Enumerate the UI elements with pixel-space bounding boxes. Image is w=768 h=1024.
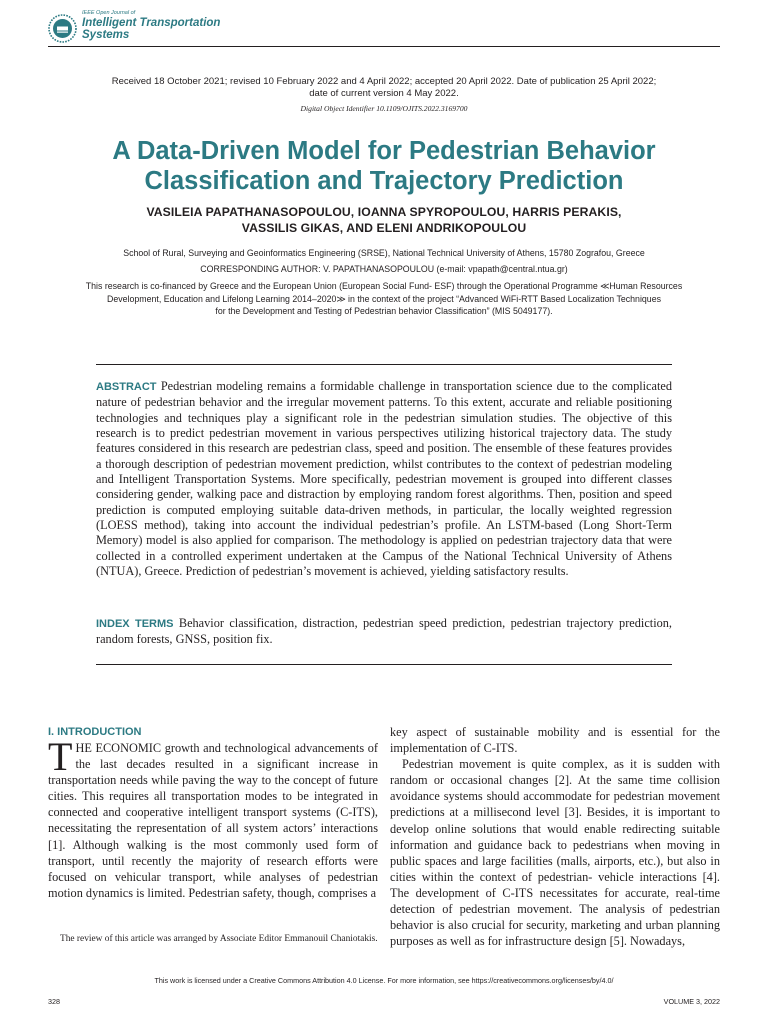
- title-line2: Classification and Trajectory Prediction: [144, 167, 624, 195]
- corresponding-author: CORRESPONDING AUTHOR: V. PAPATHANASOPOULOU (e-mail: vpapath@central.ntua.gr): [200, 264, 568, 274]
- col2-paragraph-1: key aspect of sustainable mobility and is essential for the implementation of C-ITS.: [390, 725, 720, 756]
- journal-prefix: IEEE Open Journal of: [82, 10, 136, 16]
- header-rule: [48, 46, 720, 47]
- received-line1: Received 18 October 2021; revised 10 February 2022 and 4 April 2022; accepted 20 April 2022. Date of publication 25 April 2022;: [111, 76, 657, 87]
- index-terms-text: Behavior classification, distraction, pedestrian speed prediction, pedestrian trajectory prediction, random forests, GNSS, position fix.: [96, 616, 672, 647]
- license-note: This work is licensed under a Creative Commons Attribution 4.0 License. For more information, see https://creativecommons.org/licenses/by/4.0/: [154, 976, 614, 985]
- intro-paragraph-text: HE ECONOMIC growth and technological advancements of the last decades resulted in a significant increase in transportation needs while paving the way to the concept of future cities. This requires all transportation modes to be integrated in connected and cooperative intelligent transport systems (C-ITS), necessitating the representation of all system actors’ interactions [1]. Although walking is the most commonly used form of transport, until recently the majority of research efforts were focused on vehicular transport, while analyses of pedestrian motion dynamics is limited. Pedestrian safety, though, comprises a: [48, 741, 378, 900]
- title-line1: A Data-Driven Model for Pedestrian Behavior: [112, 137, 656, 165]
- funding-line2: Development, Education and Lifelong Learning 2014–2020≫ in the context of the project “Advanced WiFi-RTT Based Localization Techniques: [107, 293, 661, 304]
- body-column-left: [48, 724, 378, 901]
- journal-title-line2: Systems: [82, 28, 130, 41]
- authors-line2: VASSILIS GIKAS, AND ELENI ANDRIKOPOULOU: [241, 221, 527, 235]
- abstract-bottom-rule: [96, 664, 672, 665]
- abstract: [96, 379, 672, 579]
- received-dates: [48, 76, 720, 100]
- section-heading: I. INTRODUCTION: [48, 726, 142, 738]
- abstract-text: Pedestrian modeling remains a formidable challenge in transportation science due to the complicated nature of pedestrian behavior and the irregular movement patterns. To this extent, accurate and reliable positioning technologies and techniques play a significant role in the pedestrian simulation studies. The objective of this research is to predict pedestrian movement in various perspectives utilizing historical trajectory data. The study features considered in this research are pedestrian class, speed and position. The ensemble of these features provides a thorough description of pedestrian movement prediction, whilst contributes to the context of pedestrian modeling and Intelligent Transportation Systems. More specifically, pedestrian movement is grouped into different classes considering gender, walking pace and distraction by employing random forest algorithms. Then, position and speed prediction is computed employing suitable data-driven methods, in particular, the locally weighted regression (LOESS method), taking into account the individual pedestrian’s profile. An LSTM-based (Long Short-Term Memory) model is also applied for comparison. The methodology is applied on pedestrian trajectory data that were collected in a controlled experiment undertaken at the Campus of the National Technical University of Athens (NTUA), Greece. Prediction of pedestrian’s movement is achieved, yielding satisfactory results.: [96, 379, 672, 579]
- doi: Digital Object Identifier 10.1109/OJITS.2022.3169700: [300, 104, 468, 113]
- index-terms-label: INDEX TERMS: [96, 618, 174, 630]
- affiliation: School of Rural, Surveying and Geoinformatics Engineering (SRSE), National Technical University of Athens, 15780 Zografou, Greece: [123, 248, 645, 258]
- authors: [48, 204, 720, 236]
- journal-name: [82, 11, 220, 41]
- drop-cap: T: [48, 734, 73, 779]
- editor-footnote: The review of this article was arranged by Associate Editor Emmanouil Chaniotakis.: [60, 934, 378, 944]
- paper-title: [48, 136, 720, 196]
- index-terms: [96, 616, 672, 648]
- funding-line3: for the Development and Testing of Pedestrian behavior Classification” (MIS 5049177).: [215, 306, 553, 316]
- col2-paragraph-2: Pedestrian movement is quite complex, as it is sudden with random or occasional changes [2]. At the same time collision avoidance systems should accommodate for pedestrian movement predictions at a millisecond level [3]. Besides, it is important to develop online solutions that would enable redirecting suitable information and guidance back to pedestrians when moving in public spaces and large facilities (malls, airports, etc.), but also in cities within the context of pedestrian- vehicle interactions [4]. The development of C-ITS necessitates for accurate, real-time detection of pedestrian movement. The analysis of pedestrian behavior is also crucial for security, marketing and urban planning purposes as well as for infrastructure design [5]. Nowadays,: [390, 757, 720, 949]
- funding-line1: This research is co-financed by Greece and the European Union (European Social Fund- ESF) through the Operational Programme ≪Human Resources: [85, 281, 683, 291]
- abstract-top-rule: [96, 364, 672, 365]
- funding-note: [48, 280, 720, 318]
- journal-logo-icon: [48, 14, 77, 43]
- authors-line1: VASILEIA PAPATHANASOPOULOU, IOANNA SPYROPOULOU, HARRIS PERAKIS,: [146, 205, 622, 219]
- body-column-right: [390, 724, 720, 949]
- volume-info: VOLUME 3, 2022: [663, 997, 720, 1006]
- journal-title-line1: Intelligent Transportation: [82, 16, 221, 29]
- received-line2: date of current version 4 May 2022.: [309, 88, 459, 99]
- abstract-label: ABSTRACT: [96, 381, 157, 393]
- intro-paragraph: [48, 734, 378, 901]
- page-number: 328: [48, 997, 60, 1006]
